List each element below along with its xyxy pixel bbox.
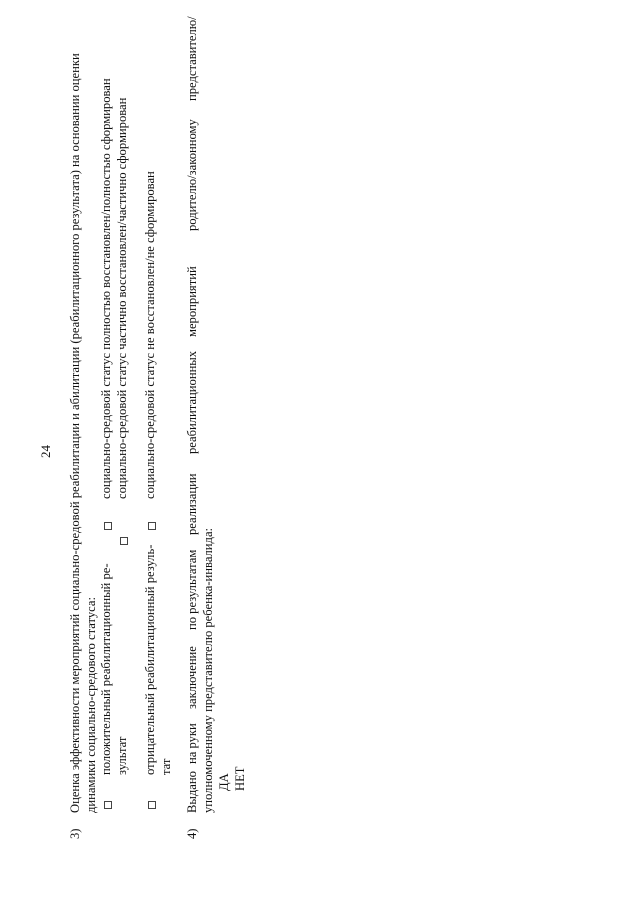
negative-result-label-line1: отрицательный реабилитационный резуль-	[143, 544, 157, 775]
opt3-label: социально-средовой статус не восстановлен/не сформирован	[143, 171, 157, 499]
answer-no: НЕТ	[233, 766, 247, 791]
section4-number: 4)	[185, 828, 199, 839]
answer-yes: ДА	[217, 773, 231, 791]
opt3-checkbox[interactable]	[148, 522, 156, 530]
positive-result-label-line2: зультат	[115, 736, 129, 775]
section4-word-2: на руки	[185, 723, 199, 764]
negative-result-label-line2: тат	[159, 758, 173, 775]
section3-line2: динамики социально-средового статуса:	[84, 597, 98, 813]
positive-result-label-line1: положительный реабилитационный ре-	[99, 563, 113, 775]
section4-line2: уполномоченному представителю ребенка-инвалида:	[201, 527, 215, 813]
opt2-label: социально-средовой статус частично восстановлен/частично сформирован	[115, 97, 129, 499]
negative-result-checkbox[interactable]	[148, 801, 156, 809]
positive-result-checkbox[interactable]	[104, 801, 112, 809]
opt2-checkbox[interactable]	[120, 537, 128, 545]
section3-number: 3)	[68, 828, 82, 839]
section4-word-6: реабилитационных	[185, 350, 199, 454]
section4-word-7: мероприятий	[185, 266, 199, 337]
section3-line1: Оценка эффективности мероприятий социально-средовой реабилитации и абилитации (реабилитационного результата) на основании оценки	[68, 53, 82, 813]
opt1-label: социально-средовой статус полностью восстановлен/полностью сформирован	[99, 78, 113, 499]
opt1-checkbox[interactable]	[104, 522, 112, 530]
section4-word-8: родителю/законному	[185, 119, 199, 231]
section4-word-5: реализации	[185, 473, 199, 535]
section4-word-9: представителю/	[185, 16, 199, 101]
section4-word-1: Выдано	[185, 771, 199, 813]
section4-word-4: по результатам	[185, 549, 199, 630]
page-number: 24	[38, 445, 53, 458]
section4-word-3: заключение	[185, 646, 199, 709]
